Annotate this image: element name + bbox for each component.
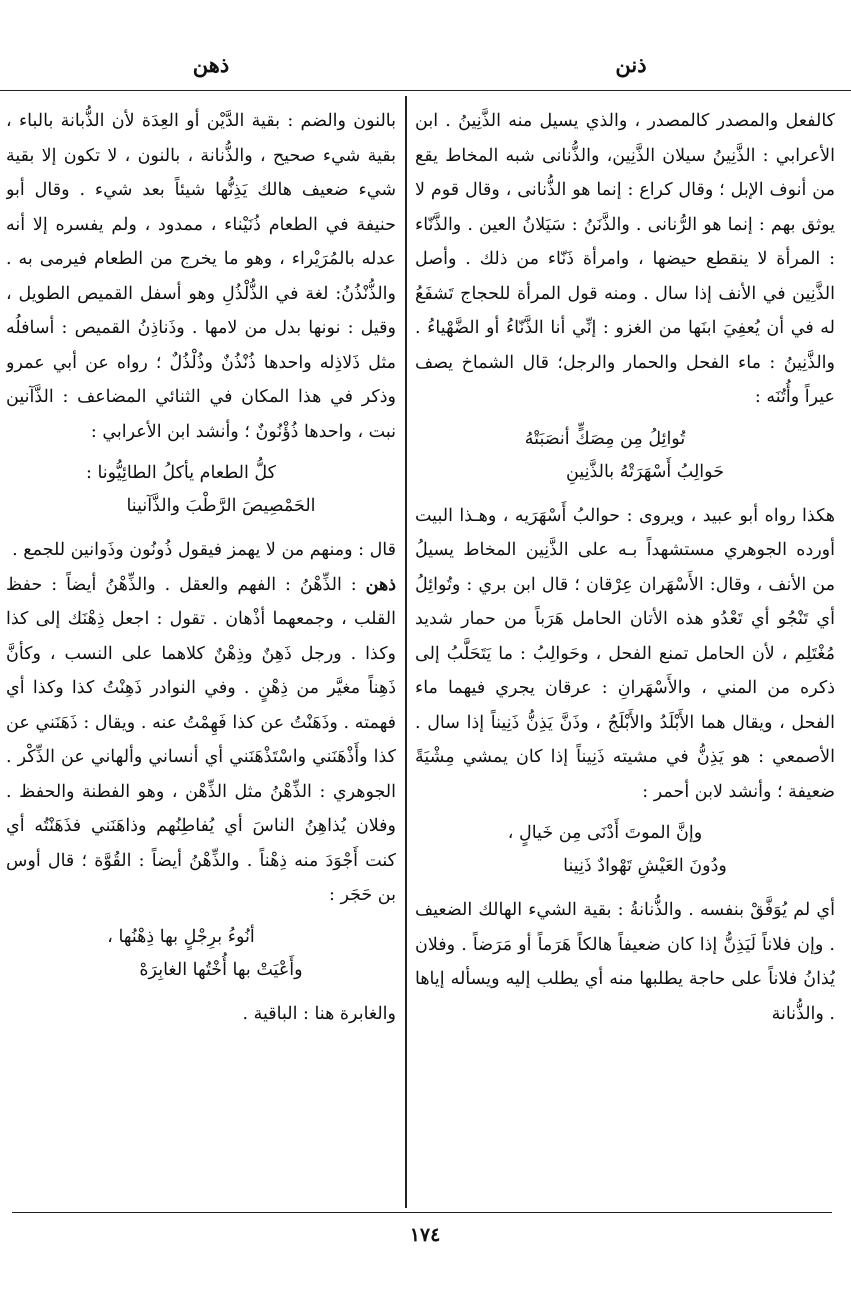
verse [6, 921, 396, 987]
paragraph: هكذا رواه أبو عبيد ، ويروى : حوالبُ أَسْهَرَيه ، وهـذا البيت أورده الجوهري مستشهداً بـه على الذَّنِين المخاط يسيلُ من الأنف ، وقال: الأَسْهَران عِرْقان ؛ قال ابن بري : وتُوائِلُ أي تَنْجُو أي تَعْدُو هذه الأتان الحامل هَرَباً من حمار شديد مُغْتَلِم ، لأن الحامل تمنع الفحل ، وحَوالِبُ : ما يَتَحَلَّبُ إلى ذكره من المني ، والأَسْهَرانِ : عرقان يجري فيهما ماء الفحل ، ويقال هما الأَبْلَدُ والأَبْلَجُ ، وذَنَّ يَذِنُّ ذَنِيناً إذا سال . الأصمعي : هو يَذِنُّ في مشيته ذَنِيناً إذا كان يمشي مِشْيَةً ضعيفة ؛ وأنشد لابن أحمر : [415, 505, 835, 802]
verse-hemistich-1: كلُّ الطعام يأكلُ الطائِيُّونا : [86, 463, 276, 483]
entry-headword: ذهن [365, 574, 396, 595]
entry-text: : الذِّهْنُ : الفهم والعقل . والذِّهْنُ أيضاً : حفظ القلب ، وجمعهما أذْهان . تقول : اجعل ذِهْنَك إلى كذا وكذا . ورجل ذَهِنٌ وذِهْنٌ كلاهما على النسب ، وكأنَّ ذَهِناً مغيَّر من ذِهْنٍ . وفي النوادر ذَهِنْتُ كذا وكذا أي فهمته . وذَهَنْتُ عن كذا فَهِمْتُ عنه . ويقال : ذَهَنَني عن كذا وأَذْهَنَني واسْتَذْهَنَني أي أنساني وألهاني عن الذِّكْر . الجوهري : الذِّهْنُ مثل الذِّهْن ، وهو الفطنة والحفظ . وفلان يُذاهِنُ الناسَ أي يُفاطِنُهم وذاهَنَني فذَهَنْتُه أي كنت أَجْوَدَ منه ذِهْناً . والذِّهْنُ أيضاً : القُوَّة ؛ قال أوس بن حَجَر : [6, 574, 396, 905]
verse [415, 423, 835, 489]
running-head-right: ذنن [615, 52, 647, 77]
header-rule [0, 90, 851, 91]
right-column [415, 104, 835, 1204]
footer-rule [12, 1212, 832, 1213]
running-head-left: ذهن [192, 52, 230, 77]
left-column [6, 104, 396, 1204]
verse-hemistich-2: حَوالِبُ أَسْهَرَتْهُ بالذَّنِينِ [565, 461, 725, 482]
verse-hemistich-1: أنُوءُ برِجْلٍ بها ذِهْنُها ، [107, 926, 255, 947]
column-divider [405, 96, 407, 1208]
paragraph: كالفعل والمصدر كالمصدر ، والذي يسيل منه الذَّنِينُ . ابن الأعرابي : الذَّنِينُ سيلان الذَّنِين، والذُّنانى شبه المخاط يقع من أنوف الإبل ؛ وقال كراع : إنما هو الذُّنانى ، وقال قوم لا يوثق بهم : إنما هو الرُّنانى . والذَّنَنُ : سَيَلانُ العين . والذَّنّاء : المرأة لا ينقطع حيضها ، وامرأة ذَنّاء من ذلك . وأصل الذَّنِين في الأنف إذا سال . ومنه قول المرأة للحجاج تَشفَعُ له في أن يُعفِيَ ابنَها من الغزو : إنِّي أنا الذَّنّاءُ أو الضَّهْياءُ . والذَّنِينُ : ماء الفحل والحمار والرجل؛ قال الشماخ يصف عيراً وأُتُنَه : [415, 111, 835, 407]
verse-hemistich-2: وأَعْيَتْ بها أُخْتُها الغابِرَهْ [139, 959, 303, 980]
paragraph: قال : ومنهم من لا يهمز فيقول ذُونُون وذَوانين للجمع . [12, 540, 396, 560]
paragraph: والغابرة هنا : الباقية . [242, 1003, 396, 1024]
verse-hemistich-2: ودُونَ العَيْشِ تَهْوادٌ ذَنِينا [563, 856, 727, 876]
verse-hemistich-1: وإنَّ الموتَ أَدْنَى مِن خَيالٍ ، [507, 823, 703, 843]
verse-hemistich-2: الحَمْصِيصَ الرَّطْبَ والذَّآنينا [126, 496, 316, 516]
paragraph: بالنون والضم : بقية الدَّيْن أو العِدَة لأن الذُّبانة بالباء ، بقية شيء صحيح ، والذُّنانة ، بالنون ، لا تكون إلا بقية شيء ضعيف هالك يَذِنُّها شيئاً بعد شيء . وقال أبو حنيفة في الطعام ذُنَيْناء ، ممدود ، ولم يفسره إلا أنه عدله بالمُرَيْراء ، وهو ما يخرج من الطعام فيرمى به . والذُّنْذُنُ: لغة في الذُّلْذُلِ وهو أسفل القميص الطويل ، وقيل : نونها بدل من لامها . وذَناذِنُ القميص : أسافلُه مثل ذَلاذِله واحدها ذُنْذُنٌ وذُلْذُلٌ ؛ رواه عن أبي عمرو وذكر في هذا المكان في الثنائي المضاعف : الذَّآنين نبت ، واحدها ذُؤْنُونٌ ؛ وأنشد ابن الأعرابي : [6, 111, 396, 442]
page-number: ١٧٤ [409, 1224, 441, 1246]
entry-paragraph [6, 568, 396, 913]
verse [6, 457, 396, 523]
verse [415, 817, 835, 883]
paragraph: أي لم يُوَفَّقْ بنفسه . والذُّنانةُ : بقية الشيء الهالك الضعيف . وإن فلاناً لَيَذِنُّ إذا كان ضعيفاً هالكاً هَرَماً أو مَرَضاً . وفلان يُذانُ فلاناً على حاجة يطلبها منه أي يطلب إليه ويسأله إياها . والذُّنانة [415, 900, 835, 1024]
verse-hemistich-1: تُوائِلُ مِن مِصَكٍّ أنصَبَتْهُ [524, 428, 686, 449]
